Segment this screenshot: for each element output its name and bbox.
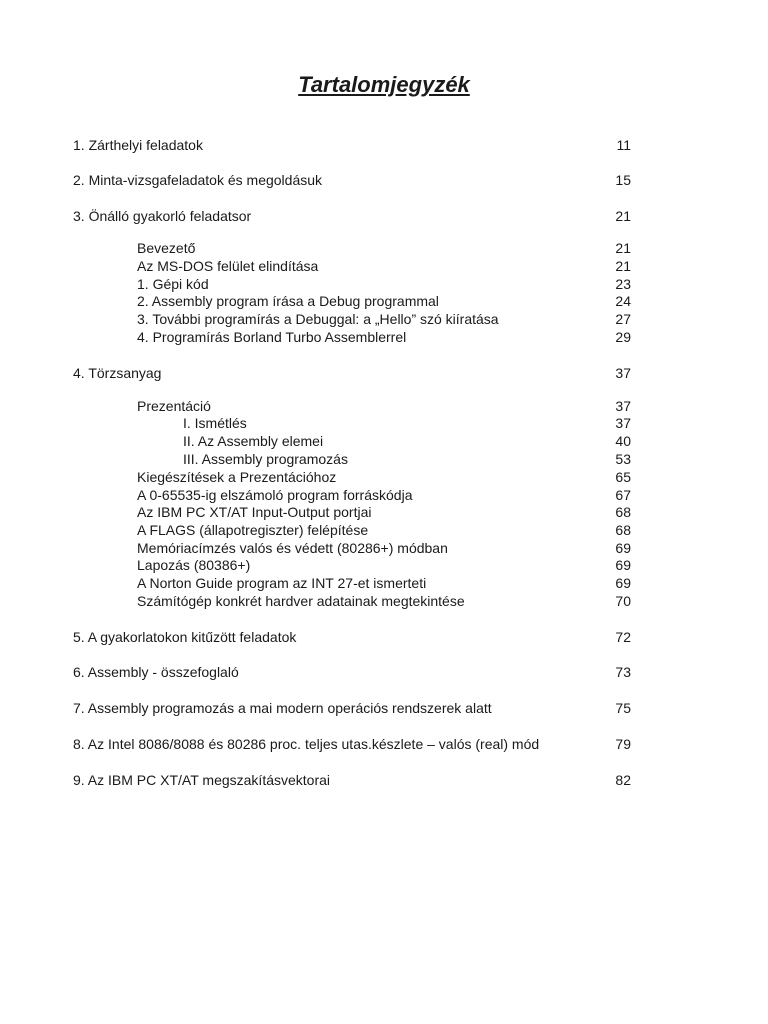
toc-entry[interactable] xyxy=(73,239,631,257)
toc-entry-label: 1. Zárthelyi feladatok xyxy=(73,137,203,153)
toc-entry[interactable] xyxy=(73,310,631,328)
toc-entry-page: 21 xyxy=(615,208,631,224)
toc-entry-page: 15 xyxy=(615,172,631,188)
toc-entry[interactable] xyxy=(73,450,631,468)
toc-entry-label: Számítógép konkrét hardver adatainak megtekintése xyxy=(137,593,465,609)
toc-entry-label: 8. Az Intel 8086/8088 és 80286 proc. teljes utas.készlete – valós (real) mód xyxy=(73,736,540,752)
toc-entry[interactable] xyxy=(73,292,631,310)
toc-entry-label: A 0-65535-ig elszámoló program forráskódja xyxy=(137,487,413,503)
toc-entry-page: 69 xyxy=(615,557,631,573)
toc-entry[interactable] xyxy=(73,699,631,717)
toc-entry-label: I. Ismétlés xyxy=(183,415,247,431)
toc-entry-page: 21 xyxy=(615,258,631,274)
toc-entry-page: 75 xyxy=(615,700,631,716)
toc-entry-label: 5. A gyakorlatokon kitűzött feladatok xyxy=(73,629,297,645)
toc-entry-label: 6. Assembly - összefoglaló xyxy=(73,664,239,680)
toc-entry[interactable] xyxy=(73,275,631,293)
toc-entry[interactable] xyxy=(73,257,631,275)
toc-entry[interactable] xyxy=(73,328,631,346)
toc-entry[interactable] xyxy=(73,207,631,225)
toc-entry-page: 29 xyxy=(615,329,631,345)
toc-entry-page: 70 xyxy=(615,593,631,609)
toc-entry-label: Memóriacímzés valós és védett (80286+) módban xyxy=(137,540,448,556)
toc-entry-label: A Norton Guide program az INT 27-et ismerteti xyxy=(137,575,427,591)
toc-entry-label: 3. Önálló gyakorló feladatsor xyxy=(73,208,252,224)
toc-entry-page: 79 xyxy=(615,736,631,752)
toc-entry-page: 37 xyxy=(615,365,631,381)
toc-entry-page: 37 xyxy=(615,415,631,431)
toc-entry-page: 23 xyxy=(615,276,631,292)
toc-entry-label: Bevezető xyxy=(137,240,196,256)
toc-entry-label: 2. Assembly program írása a Debug programmal xyxy=(137,293,439,309)
toc-entry[interactable] xyxy=(73,486,631,504)
toc-entry[interactable] xyxy=(73,468,631,486)
toc-entry-page: 53 xyxy=(615,451,631,467)
toc-entry[interactable] xyxy=(73,397,631,415)
toc-entry-page: 27 xyxy=(615,311,631,327)
toc-entry-page: 72 xyxy=(615,629,631,645)
toc-entry[interactable] xyxy=(73,628,631,646)
toc-entry[interactable] xyxy=(73,771,631,789)
toc-entry-page: 21 xyxy=(615,240,631,256)
toc-entry-label: A FLAGS (állapotregiszter) felépítése xyxy=(137,522,369,538)
toc-entry[interactable] xyxy=(73,539,631,557)
toc-entry-label: Az IBM PC XT/AT Input-Output portjai xyxy=(137,504,372,520)
toc-entry[interactable] xyxy=(73,414,631,432)
toc-entry[interactable] xyxy=(73,574,631,592)
toc-entry-label: Az MS-DOS felület elindítása xyxy=(137,258,319,274)
toc-entry-page: 68 xyxy=(615,504,631,520)
toc-entry-label: III. Assembly programozás xyxy=(183,451,348,467)
toc-entry-label: 9. Az IBM PC XT/AT megszakításvektorai xyxy=(73,772,331,788)
toc-entry[interactable] xyxy=(73,503,631,521)
toc-title: Tartalomjegyzék xyxy=(298,72,470,97)
toc-entry-label: II. Az Assembly elemei xyxy=(183,433,324,449)
toc-entry-label: 1. Gépi kód xyxy=(137,276,209,292)
toc-entry-page: 37 xyxy=(615,398,631,414)
toc-entry-label: 4. Programírás Borland Turbo Assemblerrel xyxy=(137,329,407,345)
toc-entry[interactable] xyxy=(73,136,631,154)
toc-entry[interactable] xyxy=(73,521,631,539)
toc-entry-label: 2. Minta-vizsgafeladatok és megoldásuk xyxy=(73,172,323,188)
toc-entry-label: Kiegészítések a Prezentációhoz xyxy=(137,469,337,485)
toc-entry[interactable] xyxy=(73,663,631,681)
toc-entry-page: 69 xyxy=(615,575,631,591)
toc-entry[interactable] xyxy=(73,592,631,610)
toc-entry-page: 82 xyxy=(615,772,631,788)
toc-entry-label: 3. További programírás a Debuggal: a „Hello” szó kiíratása xyxy=(137,311,499,327)
toc-entry-label: 7. Assembly programozás a mai modern operációs rendszerek alatt xyxy=(73,700,492,716)
toc-entry-page: 11 xyxy=(616,137,631,153)
toc-entry[interactable] xyxy=(73,432,631,450)
toc-entry-label: 4. Törzsanyag xyxy=(73,365,162,381)
toc-entry-page: 68 xyxy=(615,522,631,538)
toc-entry[interactable] xyxy=(73,171,631,189)
toc-entry[interactable] xyxy=(73,364,631,382)
toc-entry-label: Prezentáció xyxy=(137,398,211,414)
toc-entry-page: 65 xyxy=(615,469,631,485)
toc-entry-page: 73 xyxy=(615,664,631,680)
toc-entry-label: Lapozás (80386+) xyxy=(137,557,251,573)
toc-entry-page: 40 xyxy=(615,433,631,449)
toc-entry-page: 24 xyxy=(615,293,631,309)
toc-entry-page: 67 xyxy=(615,487,631,503)
toc-entry[interactable] xyxy=(73,556,631,574)
toc-entry-page: 69 xyxy=(615,540,631,556)
toc-entry[interactable] xyxy=(73,735,631,753)
